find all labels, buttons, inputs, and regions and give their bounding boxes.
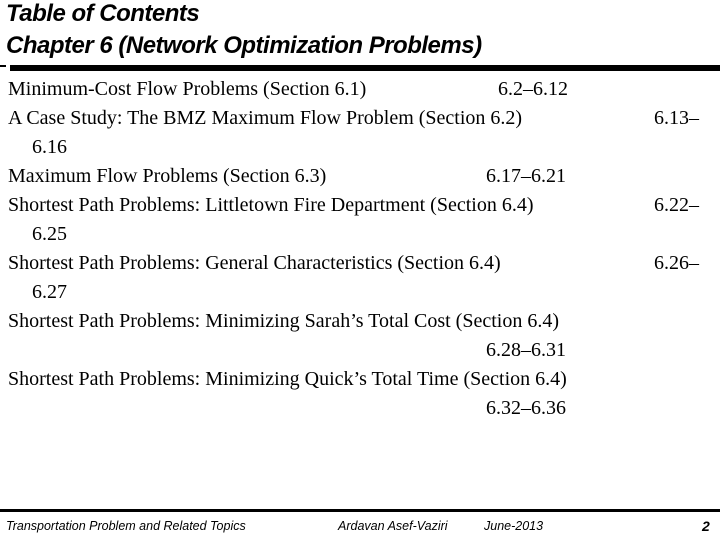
toc-entry-text: Shortest Path Problems: General Characteristics (Section 6.4) [8,252,501,274]
toc-entry-pages: 6.17–6.21 [486,165,566,187]
toc-entry-pages-cont: 6.16 [32,136,67,158]
toc-entry-pages-cont: 6.25 [32,223,67,245]
toc-entry-continuation [8,336,716,365]
toc-entry-text: Maximum Flow Problems (Section 6.3) [8,165,327,187]
title-rule [10,65,720,71]
toc-entry-text: Minimum-Cost Flow Problems (Section 6.1) [8,78,367,100]
toc-list [8,75,716,423]
footer-author: Ardavan Asef-Vaziri [338,519,448,533]
toc-entry-pages: 6.26– [654,252,699,274]
toc-entry [8,307,716,336]
toc-entry-text: A Case Study: The BMZ Maximum Flow Problem (Section 6.2) [8,107,523,129]
toc-entry [8,162,716,191]
footer-date: June-2013 [484,519,544,533]
title-rule-left [0,65,6,67]
toc-entry-continuation [8,133,716,162]
toc-entry [8,75,716,104]
toc-entry-pages: 6.13– [654,107,699,129]
page-number: 2 [702,518,710,534]
toc-entry [8,365,716,394]
toc-entry-continuation [8,220,716,249]
toc-entry-text: Shortest Path Problems: Littletown Fire Department (Section 6.4) [8,194,534,216]
toc-entry-text: Shortest Path Problems: Minimizing Quick’s Total Time (Section 6.4) [8,368,567,390]
footer-rule [0,509,720,512]
toc-entry-pages: 6.32–6.36 [486,397,566,419]
toc-entry [8,191,716,220]
page-title: Table of Contents [6,0,200,27]
toc-entry-pages: 6.28–6.31 [486,339,566,361]
footer-course-title: Transportation Problem and Related Topics [6,519,246,533]
toc-entry [8,249,716,278]
chapter-title: Chapter 6 (Network Optimization Problems) [6,32,482,59]
toc-entry-text: Shortest Path Problems: Minimizing Sarah’s Total Cost (Section 6.4) [8,310,559,332]
toc-entry-pages-cont: 6.27 [32,281,67,303]
toc-entry-continuation [8,394,716,423]
toc-entry-pages: 6.2–6.12 [498,78,568,100]
toc-entry-continuation [8,278,716,307]
toc-entry-pages: 6.22– [654,194,699,216]
toc-entry [8,104,716,133]
